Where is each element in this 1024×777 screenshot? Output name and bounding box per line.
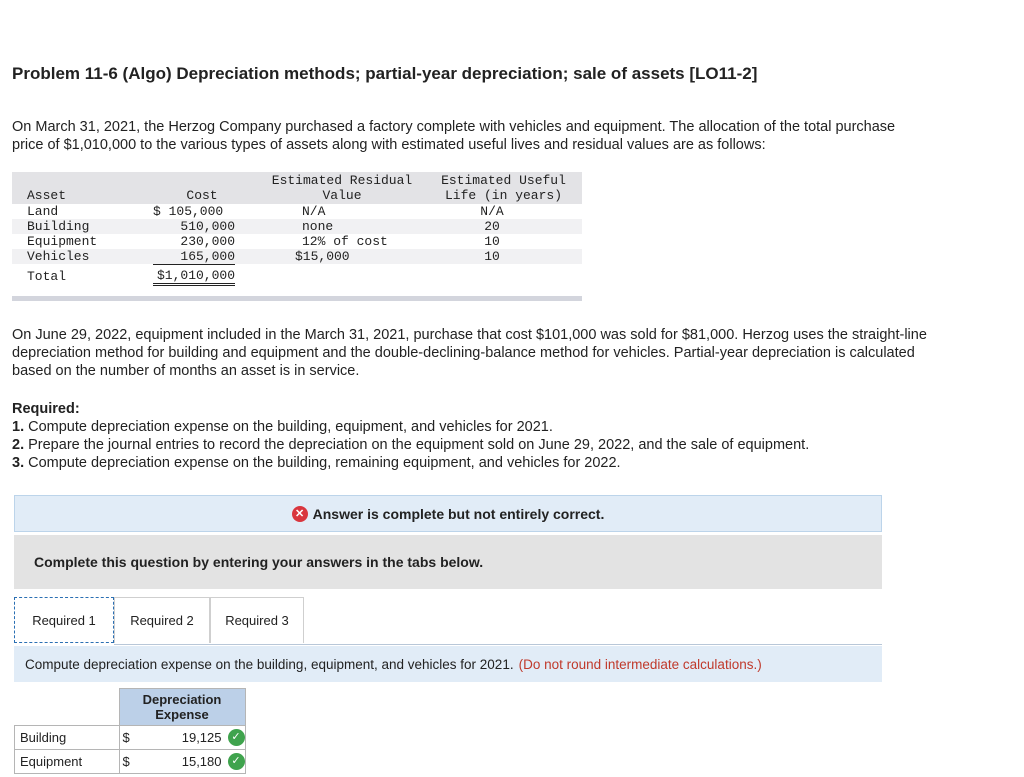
header-residual-1: Estimated Residual xyxy=(271,173,413,188)
compute-instruction xyxy=(14,646,882,682)
row-building-asset: Building xyxy=(27,219,90,234)
header-life-1: Estimated Useful xyxy=(441,173,566,188)
row-building-life: 20 xyxy=(484,219,500,234)
check-icon: ✓ xyxy=(228,729,245,746)
tab-divider xyxy=(114,644,882,645)
row-land-asset: Land xyxy=(27,204,59,219)
required-num-3: 3. xyxy=(12,455,25,471)
row-land-residual: N/A xyxy=(302,204,326,219)
empty-header-cell xyxy=(15,689,120,726)
check-icon: ✓ xyxy=(228,753,245,770)
header-depreciation: Depreciation xyxy=(142,692,222,707)
value-cell-building[interactable] xyxy=(137,726,246,750)
depreciation-header-row xyxy=(15,689,246,726)
currency-equipment: $ xyxy=(119,750,137,774)
equipment-expense-input[interactable]: 15,180 xyxy=(181,754,222,769)
row-equipment-asset: Equipment xyxy=(27,234,98,249)
banner-text: Answer is complete but not entirely correct. xyxy=(312,505,605,522)
row-label-building: Building xyxy=(15,726,120,750)
row-equipment-cost: 230,000 xyxy=(180,234,235,249)
sale-paragraph: On June 29, 2022, equipment included in the March 31, 2021, purchase that cost $101,000 was sold for $81,000. Herzog uses the straight-line depreciation method for building and equipment and the double-declining-balance method for vehicles. Partial-year depreciation is calculated based on the number of months an asset is in service. xyxy=(12,327,927,379)
required-text-3: Compute depreciation expense on the building, remaining equipment, and vehicles for 2022. xyxy=(24,455,621,471)
header-life-2: Life (in years) xyxy=(444,188,563,203)
row-vehicles-asset: Vehicles xyxy=(27,249,90,264)
row-label-equipment: Equipment xyxy=(15,750,120,774)
required-num-1: 1. xyxy=(12,419,25,435)
required-item-2 xyxy=(12,436,809,454)
required-item-1 xyxy=(12,418,553,436)
row-vehicles-cost: 165,000 xyxy=(153,249,235,265)
total-cost: $1,010,000 xyxy=(153,268,235,286)
compute-note: (Do not round intermediate calculations.) xyxy=(518,656,762,672)
tab-required-2[interactable]: Required 2 xyxy=(114,597,210,643)
answer-status-banner xyxy=(14,495,882,532)
tab-required-3[interactable]: Required 3 xyxy=(210,597,304,643)
asset-allocation-table xyxy=(12,172,582,302)
row-land-life: N/A xyxy=(480,204,504,219)
row-building-cost: 510,000 xyxy=(180,219,235,234)
depreciation-expense-header xyxy=(119,689,245,726)
tab-required-1[interactable]: Required 1 xyxy=(14,597,114,643)
row-vehicles-life: 10 xyxy=(484,249,500,264)
value-cell-equipment[interactable] xyxy=(137,750,246,774)
header-asset: Asset xyxy=(27,188,67,203)
required-text-1: Compute depreciation expense on the building, equipment, and vehicles for 2021. xyxy=(24,419,553,435)
required-text-2: Prepare the journal entries to record the depreciation on the equipment sold on June 29, 2022, and the sale of equipment. xyxy=(24,437,810,453)
table-bottom-bar xyxy=(12,296,582,301)
x-circle-icon: ✕ xyxy=(292,506,308,522)
required-item-3 xyxy=(12,454,621,472)
instruction-bar: Complete this question by entering your answers in the tabs below. xyxy=(14,535,882,589)
intro-paragraph: On March 31, 2021, the Herzog Company purchased a factory complete with vehicles and equipment. The allocation of the total purchase price of $1,010,000 to the various types of assets along with estimated useful lives and residual values are as follows: xyxy=(12,119,896,153)
table-row xyxy=(15,726,246,750)
row-equipment-residual: 12% of cost xyxy=(302,234,388,249)
total-label: Total xyxy=(27,269,67,284)
building-expense-input[interactable]: 19,125 xyxy=(181,730,222,745)
header-residual-2: Value xyxy=(322,188,362,203)
table-row xyxy=(15,750,246,774)
row-equipment-life: 10 xyxy=(484,234,500,249)
row-vehicles-residual: $15,000 xyxy=(295,249,350,264)
row-land-cost: $ 105,000 xyxy=(153,204,224,219)
currency-building: $ xyxy=(119,726,137,750)
header-cost: Cost xyxy=(186,188,218,203)
required-num-2: 2. xyxy=(12,437,25,453)
row-building-residual: none xyxy=(302,219,334,234)
required-heading: Required: xyxy=(12,401,80,417)
compute-text: Compute depreciation expense on the building, equipment, and vehicles for 2021. xyxy=(25,656,514,672)
depreciation-table xyxy=(14,688,246,774)
header-expense: Expense xyxy=(155,707,209,722)
problem-title: Problem 11-6 (Algo) Depreciation methods; partial-year depreciation; sale of assets [LO11-2] xyxy=(12,64,758,83)
